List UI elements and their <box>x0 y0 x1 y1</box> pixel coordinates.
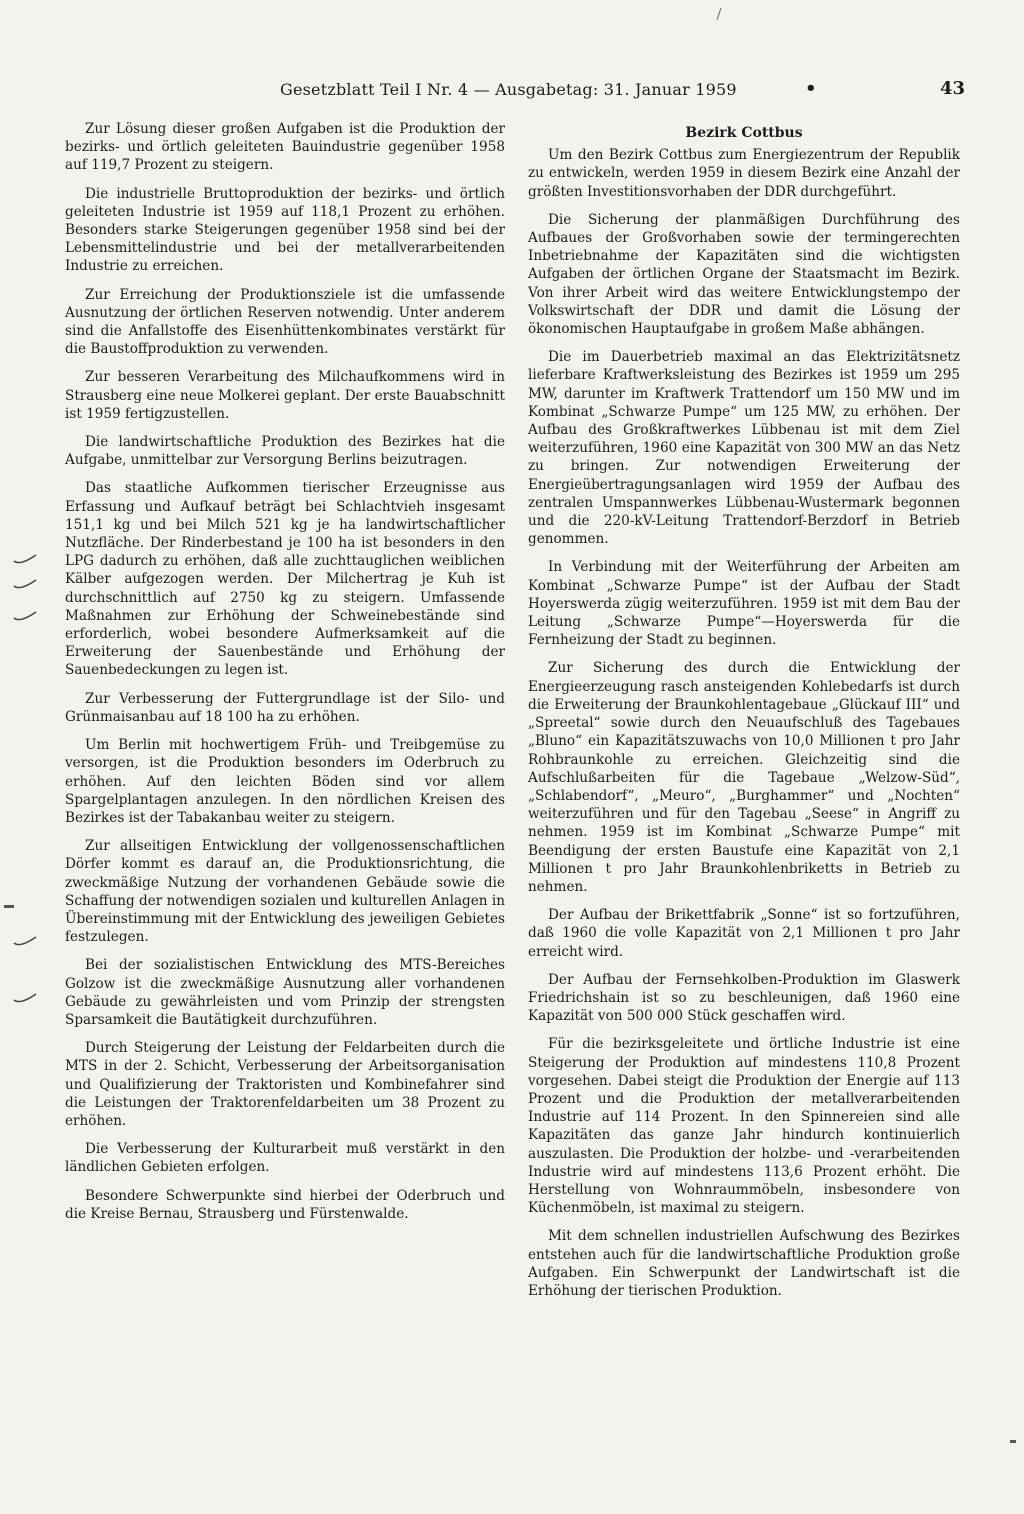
header-bullet: • <box>805 78 817 99</box>
paragraph: Mit dem schnellen industriellen Aufschwung des Bezirkes entstehen auch für die landwirtschaftliche Produktion große Aufgaben. Ein Schwerpunkt der Landwirtschaft ist die Erhöhung der tierischen Produktion. <box>528 1228 960 1299</box>
paragraph: Die im Dauerbetrieb maximal an das Elektrizitätsnetz lieferbare Kraftwerksleistung des Bezirkes ist 1959 um 295 MW, darunter im Kraftwerk Trattendorf um 150 MW und im Kombinat „Schwarze Pumpe“ um 125 MW, zu erhöhen. Der Aufbau des Großkraftwerkes Lübbenau ist mit dem Ziel weiterzuführen, 1960 eine Kapazität von 300 MW an das Netz zu bringen. Zur notwendigen Erweiterung der Energieübertragungsanlagen wird 1959 der Aufbau des zentralen Umspannwerkes Lübbenau-Wustermark begonnen und die 220-kV-Leitung Trattendorf-Berzdorf in Betrieb genommen. <box>528 349 960 548</box>
margin-check-mark-icon <box>12 553 38 567</box>
paragraph: In Verbindung mit der Weiterführung der Arbeiten am Kombinat „Schwarze Pumpe“ ist der Aufbau der Stadt Hoyerswerda zügig weiterzuführen. 1959 ist mit dem Bau der Leitung „Schwarze Pumpe“—Hoyerswerda für die Fernheizung der Stadt zu beginnen. <box>528 559 960 649</box>
paragraph: Zur Verbesserung der Futtergrundlage ist der Silo- und Grünmaisanbau auf 18 100 ha zu erhöhen. <box>65 690 505 725</box>
paragraph: Zur allseitigen Entwicklung der vollgenossenschaftlichen Dörfer kommt es darauf an, die Produktionsrichtung, die zweckmäßige Nutzung der vorhandenen Gebäude sowie die Schaffung der notwendigen sozialen und kulturellen Anlagen in Übereinstimmung mit der Entwicklung des jeweiligen Gebietes festzulegen. <box>65 838 505 946</box>
margin-check-mark-icon <box>12 578 38 592</box>
paragraph: Der Aufbau der Brikettfabrik „Sonne“ ist so fortzuführen, daß 1960 die volle Kapazität von 2,1 Millionen t pro Jahr erreicht wird. <box>528 907 960 960</box>
margin-dash <box>1010 1440 1016 1443</box>
paragraph: Die landwirtschaftliche Produktion des Bezirkes hat die Aufgabe, unmittelbar zur Versorgung Berlins beizutragen. <box>65 434 505 469</box>
scan-mark-top <box>716 6 722 20</box>
paragraph: Der Aufbau der Fernsehkolben-Produktion im Glaswerk Friedrichshain ist so zu beschleunigen, daß 1960 eine Kapazität von 500 000 Stück geschaffen wird. <box>528 971 960 1025</box>
page-header <box>280 78 965 106</box>
paragraph: Bei der sozialistischen Entwicklung des MTS-Bereiches Golzow ist die zweckmäßige Ausnutzung aller vorhandenen Gebäude zu gewährleisten und vom Prinzip der strengsten Sparsamkeit die Bautätigkeit durchzuführen. <box>65 957 505 1028</box>
paragraph: Besondere Schwerpunkte sind hierbei der Oderbruch und die Kreise Bernau, Strausberg und Fürstenwalde. <box>65 1187 505 1222</box>
right-column <box>528 120 960 1310</box>
margin-dash <box>4 905 14 908</box>
paragraph: Die Verbesserung der Kulturarbeit muß verstärkt in den ländlichen Gebieten erfolgen. <box>65 1141 505 1176</box>
margin-check-mark-icon <box>12 935 38 949</box>
margin-check-mark-icon <box>12 992 38 1006</box>
paragraph: Zur besseren Verarbeitung des Milchaufkommens wird in Strausberg eine neue Molkerei geplant. Der erste Bauabschnitt ist 1959 fertigzustellen. <box>65 369 505 422</box>
paragraph: Um Berlin mit hochwertigem Früh- und Treibgemüse zu versorgen, ist die Produktion besonders im Oderbruch zu erhöhen. Auf den leichten Böden sind vor allem Spargelplantagen anzulegen. In den nördlichen Kreisen des Bezirkes ist der Tabakanbau weiter zu steigern. <box>65 737 505 826</box>
paragraph: Die industrielle Bruttoproduktion der bezirks- und örtlich geleiteten Industrie ist 1959 auf 118,1 Prozent zu erhöhen. Besonders starke Steigerungen gegenüber 1958 sind bei der Lebensmittelindustrie und bei der metallverarbeitenden Industrie zu erreichen. <box>65 185 505 275</box>
margin-check-mark-icon <box>12 610 38 624</box>
section-heading: Bezirk Cottbus <box>685 125 803 141</box>
paragraph: Zur Erreichung der Produktionsziele ist die umfassende Ausnutzung der örtlichen Reserven notwendig. Unter anderem sind die Anfallstoffe des Eisenhüttenkombinates verstärkt für die Baustoffproduktion zu verwenden. <box>65 286 505 358</box>
header-title: Gesetzblatt Teil I Nr. 4 — Ausgabetag: 31. Januar 1959 <box>280 80 737 99</box>
paragraph: Um den Bezirk Cottbus zum Energiezentrum der Republik zu entwickeln, werden 1959 in diesem Bezirk eine Anzahl der größten Investitionsvorhaben der DDR durchgeführt. <box>528 147 960 200</box>
left-column <box>65 120 505 1233</box>
paragraph: Durch Steigerung der Leistung der Feldarbeiten durch die MTS in der 2. Schicht, Verbesserung der Arbeitsorganisation und Qualifizierung der Traktoristen und Kombinefahrer sind die Leistungen der Traktorenfeldarbeiten um 38 Prozent zu erhöhen. <box>65 1040 505 1129</box>
paragraph: Die Sicherung der planmäßigen Durchführung des Aufbaues der Großvorhaben sowie der termingerechten Inbetriebnahme der Kapazitäten sind die wichtigsten Aufgaben der örtlichen Organe der Staatsmacht im Bezirk. Von ihrer Arbeit wird das weitere Entwicklungstempo der Volkswirtschaft der DDR und damit die Lösung der ökonomischen Hauptaufgabe in großem Maße abhängen. <box>528 211 960 338</box>
paragraph: Zur Sicherung des durch die Entwicklung der Energieerzeugung rasch ansteigenden Kohlebedarfs ist durch die Erweiterung der Braunkohlentagebaue „Glückauf III“ und „Spreetal“ sowie durch den Neuaufschluß des Tagebaues „Bluno“ ein Kapazitätszuwachs von 10,0 Millionen t pro Jahr Rohbraunkohle zu erreichen. Gleichzeitig sind die Aufschlußarbeiten für die Tagebaue „Welzow-Süd“, „Schlabendorf“, „Meuro“, „Burghammer“ und „Nochten“ weiterzuführen und für den Tagebau „Seese“ in Angriff zu nehmen. 1959 ist im Kombinat „Schwarze Pumpe“ mit Beendigung der ersten Baustufe eine Kapazität von 2,1 Millionen t pro Jahr Braunkohlenbriketts in Betrieb zu nehmen. <box>528 660 960 895</box>
paragraph: Das staatliche Aufkommen tierischer Erzeugnisse aus Erfassung und Aufkauf beträgt bei Schlachtvieh insgesamt 151,1 kg und bei Milch 521 kg je ha landwirtschaftlicher Nutzfläche. Der Rinderbestand je 100 ha ist besonders in den LPG dadurch zu erhöhen, daß alle zuchttauglichen weiblichen Kälber aufgezogen werden. Der Milchertrag je Kuh ist durchschnittlich auf 2750 kg zu steigern. Umfassende Maßnahmen zur Erhöhung der Schweinebestände sind erforderlich, wobei besondere Aufmerksamkeit auf die Erweiterung der Sauenbestände und Erhöhung der Sauenbedeckungen zu legen ist. <box>65 480 505 679</box>
page-number: 43 <box>939 78 965 99</box>
paragraph: Für die bezirksgeleitete und örtliche Industrie ist eine Steigerung der Produktion auf mindestens 110,8 Prozent vorgesehen. Dabei steigt die Produktion der Energie auf 113 Prozent und die Produktion der metallverarbeitenden Industrie auf 114 Prozent. In den Spinnereien sind alle Kapazitäten das ganze Jahr hindurch kontinuierlich auszulasten. Die Produktion der holzbe- und -verarbeitenden Industrie wird auf mindestens 113,6 Prozent erhöht. Die Herstellung von Wohnraummöbeln, insbesondere von Küchenmöbeln, ist maximal zu steigern. <box>528 1036 960 1217</box>
paragraph: Zur Lösung dieser großen Aufgaben ist die Produktion der bezirks- und örtlich geleiteten Bauindustrie gegenüber 1958 auf 119,7 Prozent zu steigern. <box>65 121 505 174</box>
